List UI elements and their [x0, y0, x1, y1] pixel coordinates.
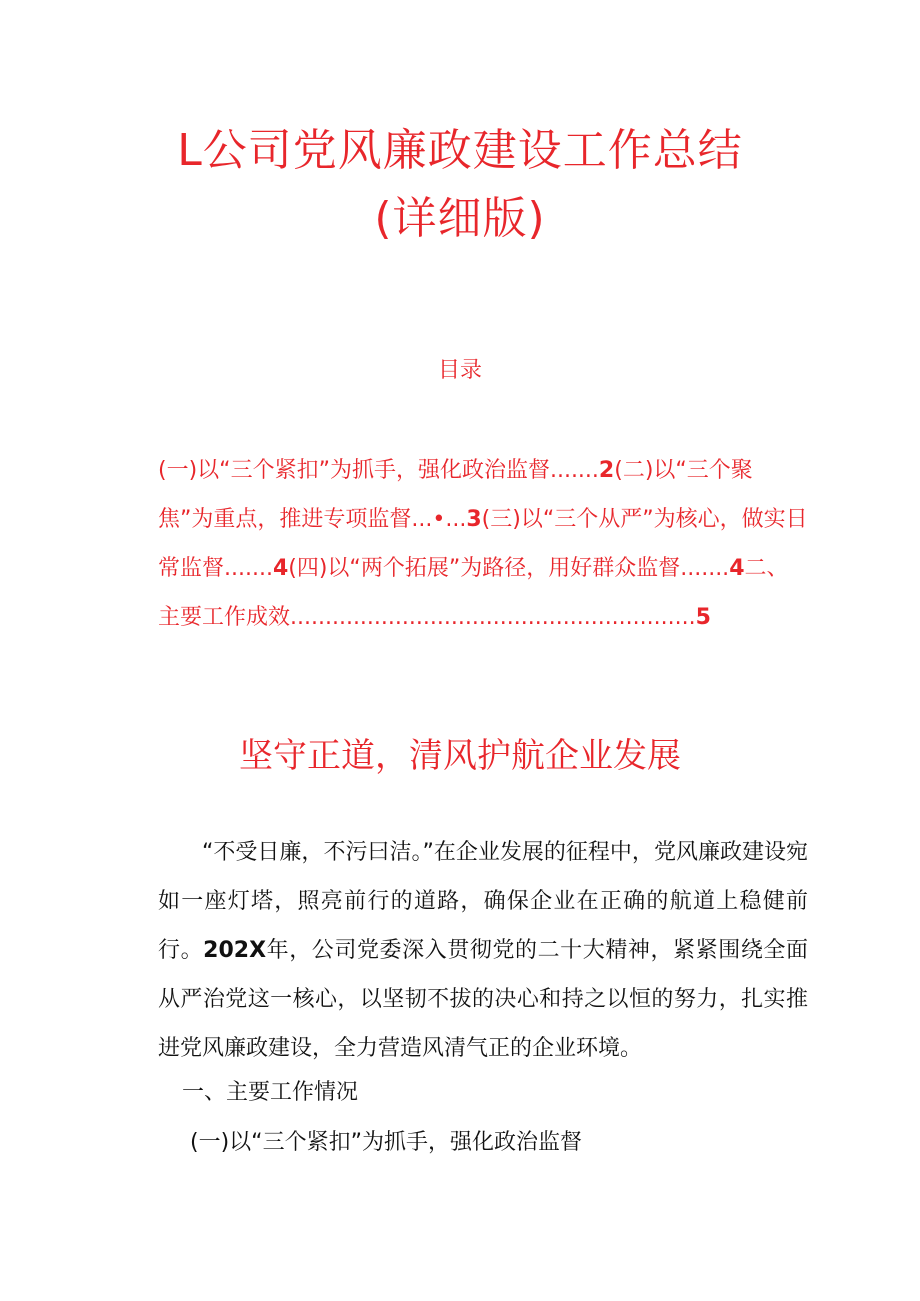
toc-entry-page: 3	[466, 507, 482, 532]
toc-entry-text: (二)以“三个聚焦”为重点，推进专项监督...•...	[158, 458, 753, 532]
intro-paragraph	[158, 828, 808, 1073]
document-title: L公司党风廉政建设工作总结	[177, 125, 743, 176]
toc-heading: 目录	[437, 358, 482, 383]
intro-text-part2: 年，公司党委深入贯彻党的二十大精神，紧紧围绕全面从严治党这一核心，以坚韧不拔的决心和持之以恒的努力，扎实推进党风廉政建设，全力营造风清气正的企业环境。	[158, 938, 808, 1061]
toc-entry-page: 4	[272, 556, 289, 581]
intro-year: 202X	[203, 938, 267, 963]
table-of-contents	[158, 446, 808, 642]
heading-main-work: 一、主要工作情况	[182, 1080, 359, 1105]
toc-entry[interactable]	[288, 556, 744, 581]
heading-political-supervision: (一)以“三个紧扣”为抓手，强化政治监督	[190, 1130, 582, 1155]
toc-entry-text: 二、主要工作成效..........................................................	[158, 556, 789, 630]
toc-entry-text: (一)以“三个紧扣”为抓手，强化政治监督.......	[158, 458, 599, 483]
toc-entry-text: (四)以“两个拓展”为路径，用好群众监督.......	[288, 556, 730, 581]
toc-entry-page: 5	[695, 605, 711, 630]
toc-entry-text: (三)以“三个从严”为核心，做实日常监督.......	[158, 507, 808, 581]
toc-entry-page: 4	[729, 556, 745, 581]
document-subtitle: (详细版)	[374, 193, 546, 244]
intro-text-part1: “不受日廉，不污曰洁。”在企业发展的征程中，党风廉政建设宛如一座灯塔，照亮前行的道路，确保企业在正确的航道上稳健前行。	[158, 840, 808, 963]
section-heading: 坚守正道，清风护航企业发展	[239, 736, 681, 776]
toc-entry[interactable]	[158, 458, 614, 483]
toc-entry-page: 2	[598, 458, 615, 483]
